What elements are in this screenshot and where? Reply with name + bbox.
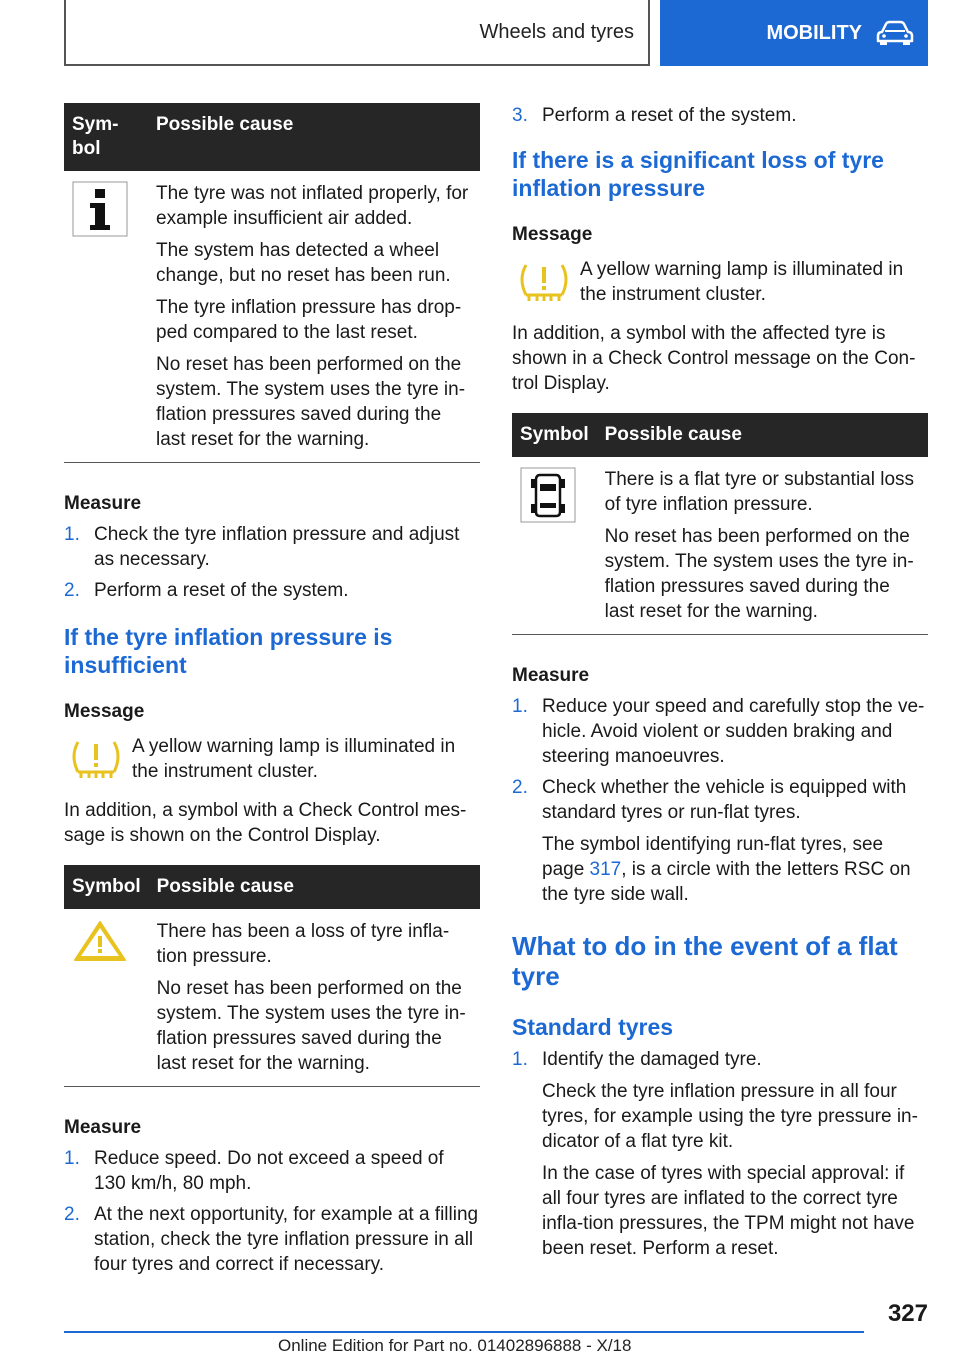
cause-text: No reset has been performed on the system. The system uses the tyre in-flation pressures saved during the last reset for the warning. bbox=[604, 526, 914, 622]
tyre-pressure-warning-icon bbox=[516, 261, 572, 305]
step-number: 1. bbox=[512, 1049, 528, 1070]
page-header bbox=[64, 0, 928, 66]
cause-text: No reset has been performed on the system. The system uses the tyre in-flation pressures saved during the last reset for the warning. bbox=[156, 978, 466, 1074]
message-block bbox=[64, 734, 480, 784]
table-header-symbol: Sym- bol bbox=[64, 103, 148, 171]
flat-tyre-car-icon bbox=[520, 467, 576, 523]
step-text: Check the tyre inflation pressure and adjust as necessary. bbox=[94, 524, 460, 570]
measure-label: Measure bbox=[64, 493, 142, 514]
info-icon bbox=[72, 181, 128, 237]
step-text: Perform a reset of the system. bbox=[542, 105, 797, 126]
step-text: Check whether the vehicle is equipped with standard tyres or run-flat tyres. bbox=[542, 777, 907, 823]
section-title bbox=[64, 0, 650, 66]
list-item bbox=[64, 1146, 480, 1196]
standard-tyres-steps bbox=[512, 1047, 928, 1261]
measure-steps-continued bbox=[512, 103, 928, 128]
chapter-title: MOBILITY bbox=[766, 21, 862, 44]
cause-text: The tyre inflation pressure has drop-ped compared to the last reset. bbox=[156, 297, 462, 343]
cause-cell bbox=[149, 909, 480, 1087]
cause-text: There has been a loss of tyre infla-tion pressure. bbox=[156, 921, 450, 967]
measure-steps bbox=[64, 1146, 480, 1277]
cause-text: The tyre was not inflated properly, for example insufficient air added. bbox=[156, 183, 469, 229]
footer-divider bbox=[64, 1331, 864, 1333]
step-text: Reduce your speed and carefully stop the ve-hicle. Avoid violent or sudden braking and steering manoeuvres. bbox=[542, 696, 925, 767]
message-label: Message bbox=[512, 224, 593, 245]
cause-cell bbox=[597, 457, 928, 635]
step-text: At the next opportunity, for example at a filling station, check the tyre inflation pressure in all four tyres and correct if necessary. bbox=[94, 1204, 479, 1275]
section-heading: If there is a significant loss of tyre inflation pressure bbox=[512, 147, 884, 201]
sub-heading: Standard tyres bbox=[512, 1014, 674, 1040]
step-number: 1. bbox=[64, 524, 80, 545]
warning-triangle-icon bbox=[72, 919, 128, 963]
list-item bbox=[512, 103, 928, 128]
addition-text: In addition, a symbol with a Check Control mes-sage is shown on the Control Display. bbox=[64, 800, 467, 846]
cause-cell bbox=[148, 171, 480, 463]
step-detail-text: The symbol identifying run-flat tyres, see page bbox=[542, 834, 884, 880]
list-item bbox=[512, 694, 928, 769]
symbol-table-warning bbox=[64, 865, 480, 1087]
section-heading: If the tyre inflation pressure is insufficient bbox=[64, 624, 393, 678]
step-detail: In the case of tyres with special approval: if all four tyres are inflated to the correct tyre infla-tion pressures, the TPM might not have been reset. Perform a reset. bbox=[542, 1163, 915, 1259]
step-number: 2. bbox=[512, 777, 528, 798]
car-icon bbox=[876, 20, 914, 46]
tyre-pressure-warning-icon bbox=[68, 738, 124, 782]
step-number: 1. bbox=[64, 1148, 80, 1169]
message-text: A yellow warning lamp is illuminated in the instrument cluster. bbox=[580, 259, 904, 305]
symbol-table-flat-tyre bbox=[512, 413, 928, 635]
step-number: 1. bbox=[512, 696, 528, 717]
table-row bbox=[512, 457, 928, 635]
page-reference-link[interactable]: 317 bbox=[589, 859, 622, 880]
table-header-cause: Possible cause bbox=[148, 103, 480, 171]
list-item bbox=[64, 578, 480, 603]
table-row bbox=[64, 909, 480, 1087]
step-detail-text: , is a circle with the letters RSC on the tyre side wall. bbox=[542, 859, 911, 905]
cause-text: There is a flat tyre or substantial loss of tyre inflation pressure. bbox=[604, 469, 915, 515]
step-text: Perform a reset of the system. bbox=[94, 580, 349, 601]
table-header-symbol: Symbol bbox=[512, 413, 597, 457]
table-row bbox=[64, 171, 480, 463]
step-text: Reduce speed. Do not exceed a speed of 130 km/h, 80 mph. bbox=[94, 1148, 444, 1194]
message-label: Message bbox=[64, 701, 145, 722]
right-column bbox=[512, 103, 928, 1267]
edition-text: Online Edition for Part no. 01402896888 - X/18 bbox=[278, 1336, 632, 1355]
left-column bbox=[64, 103, 480, 1283]
section-title-text: Wheels and tyres bbox=[479, 20, 634, 43]
cause-text: No reset has been performed on the system. The system uses the tyre in-flation pressures saved during the last reset for the warning. bbox=[156, 354, 466, 450]
table-header-cause: Possible cause bbox=[597, 413, 928, 457]
step-number: 2. bbox=[64, 580, 80, 601]
symbol-table-info bbox=[64, 103, 480, 463]
measure-label: Measure bbox=[512, 665, 590, 686]
list-item bbox=[64, 1202, 480, 1277]
cause-text: The system has detected a wheel change, but no reset has been run. bbox=[156, 240, 451, 286]
main-heading: What to do in the event of a flat tyre bbox=[512, 931, 898, 991]
symbol-cell bbox=[512, 457, 597, 635]
list-item bbox=[512, 1047, 928, 1261]
measure-steps bbox=[64, 522, 480, 603]
step-number: 2. bbox=[64, 1204, 80, 1225]
step-text: Identify the damaged tyre. bbox=[542, 1049, 762, 1070]
measure-steps bbox=[512, 694, 928, 907]
table-header-cause: Possible cause bbox=[149, 865, 480, 909]
chapter-tab bbox=[660, 0, 928, 66]
list-item bbox=[512, 775, 928, 907]
step-detail bbox=[542, 832, 928, 907]
list-item bbox=[64, 522, 480, 572]
message-text: A yellow warning lamp is illuminated in the instrument cluster. bbox=[132, 736, 456, 782]
measure-label: Measure bbox=[64, 1117, 142, 1138]
page-number: 327 bbox=[887, 1300, 928, 1327]
step-number: 3. bbox=[512, 105, 528, 126]
addition-text: In addition, a symbol with the affected tyre is shown in a Check Control message on the Con-trol Display. bbox=[512, 323, 916, 394]
symbol-cell bbox=[64, 171, 148, 463]
table-header-symbol: Symbol bbox=[64, 865, 149, 909]
step-detail: Check the tyre inflation pressure in all four tyres, for example using the tyre pressure in-dicator of a flat tyre kit. bbox=[542, 1081, 918, 1152]
message-block bbox=[512, 257, 928, 307]
symbol-cell bbox=[64, 909, 149, 1087]
